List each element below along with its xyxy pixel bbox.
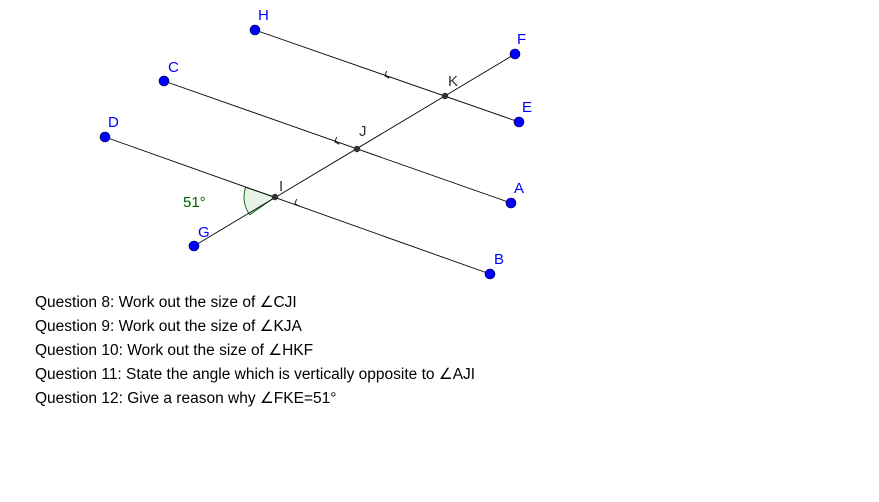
- point-C[interactable]: [159, 76, 169, 86]
- point-K: [442, 93, 448, 99]
- label-G: G: [198, 224, 210, 241]
- question-11: Question 11: State the angle which is vertically opposite to ∠AJI: [35, 366, 476, 383]
- point-A[interactable]: [506, 198, 516, 208]
- point-G[interactable]: [189, 241, 199, 251]
- label-C: C: [168, 59, 179, 76]
- point-I: [272, 194, 278, 200]
- label-I: I: [279, 178, 284, 195]
- label-A: A: [514, 180, 525, 197]
- question-9: Question 9: Work out the size of ∠KJA: [35, 318, 302, 335]
- label-K: K: [448, 73, 459, 90]
- point-E[interactable]: [514, 117, 524, 127]
- point-D[interactable]: [100, 132, 110, 142]
- point-B[interactable]: [485, 269, 495, 279]
- question-list: [35, 292, 475, 412]
- label-B: B: [494, 251, 505, 268]
- label-D: D: [108, 114, 119, 131]
- label-E: E: [522, 99, 533, 116]
- parallel-marker-HE: [385, 71, 390, 78]
- line-CA: [164, 81, 511, 203]
- label-J: J: [359, 123, 367, 140]
- angle-marker-DIG: [244, 187, 275, 215]
- point-J: [354, 146, 360, 152]
- question-12: Question 12: Give a reason why ∠FKE=51°: [35, 390, 337, 407]
- parallel-marker-CA: [335, 137, 340, 144]
- question-10: Question 10: Work out the size of ∠HKF: [35, 342, 314, 359]
- label-F: F: [517, 31, 527, 48]
- point-F[interactable]: [510, 49, 520, 59]
- label-H: H: [258, 7, 269, 24]
- point-H[interactable]: [250, 25, 260, 35]
- angle-value-label: 51°: [183, 194, 206, 211]
- line-HE: [255, 30, 519, 122]
- question-8: Question 8: Work out the size of ∠CJI: [35, 294, 297, 311]
